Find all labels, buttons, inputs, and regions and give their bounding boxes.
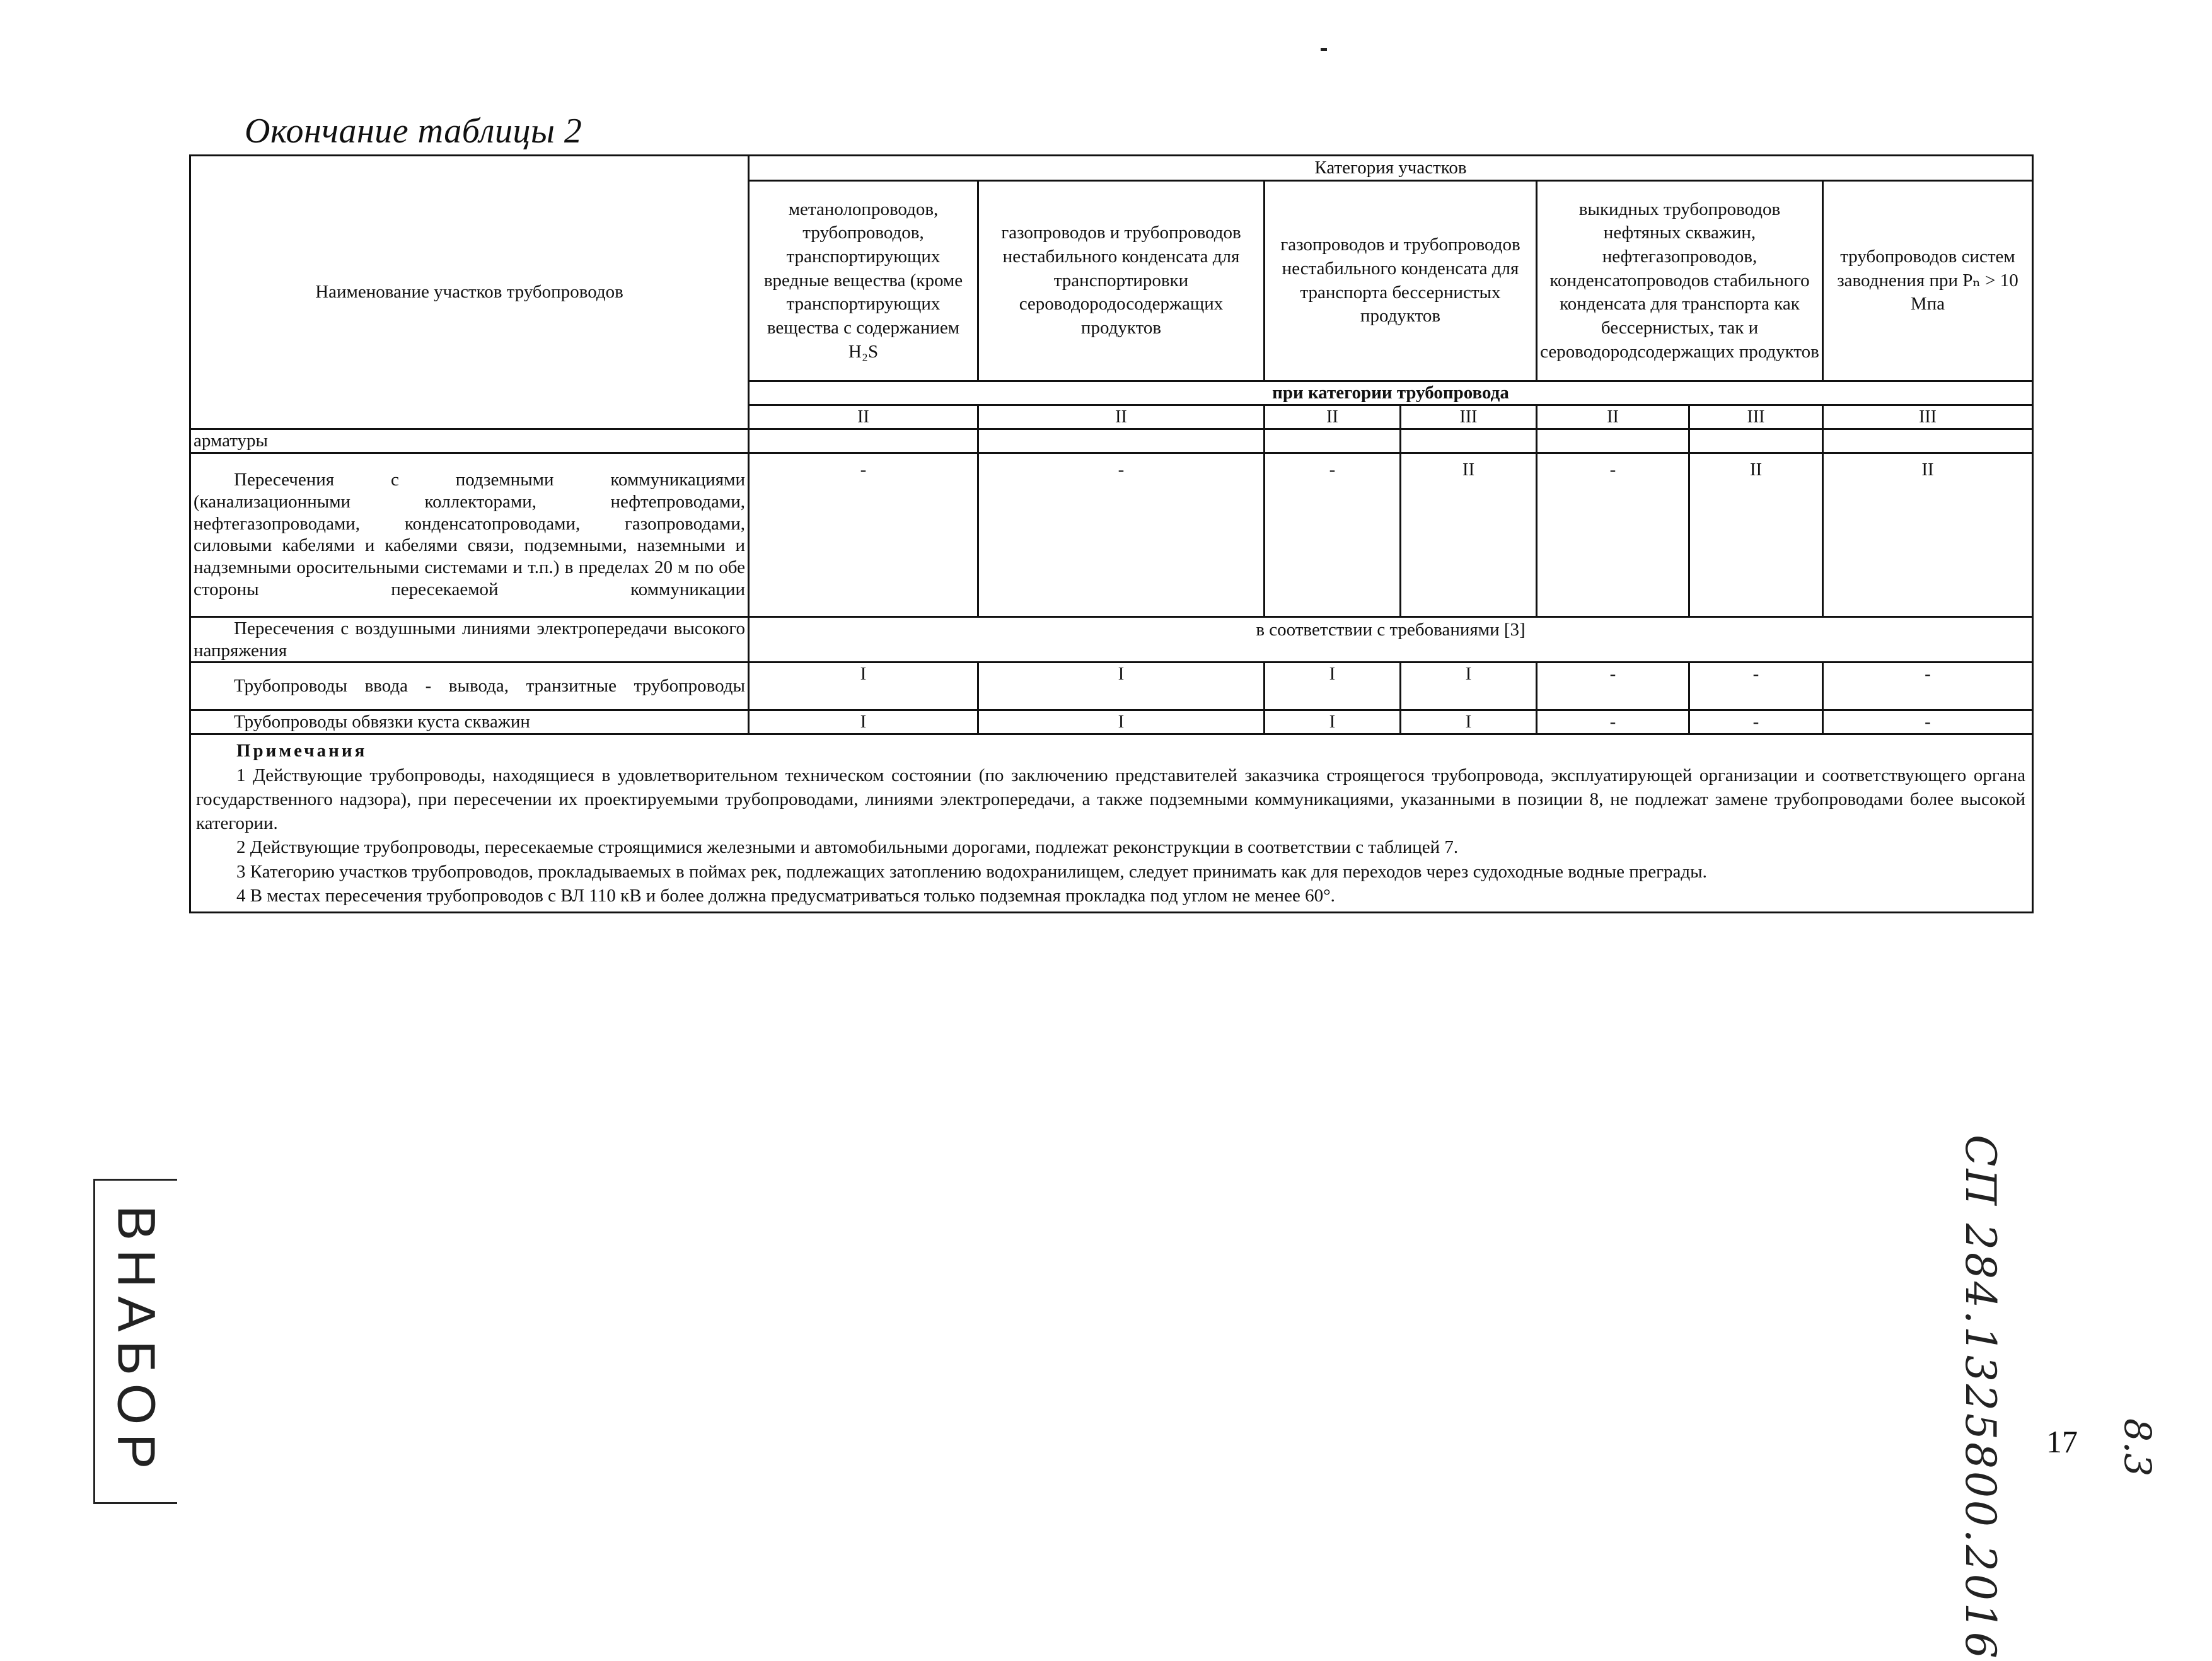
handwritten-mark: 8.3 <box>2116 1418 2159 1477</box>
table-cell: II <box>1401 453 1537 616</box>
roman-numeral: II <box>1537 405 1689 429</box>
table-cell: - <box>1537 453 1689 616</box>
table-cell: - <box>1689 663 1823 710</box>
row-label-underground-crossings: Пересечения с подземными коммуникациями (канализационными коллекторами, нефтепроводами, нефтегазопроводами, конденсатопроводами, газопроводами, силовыми кабелями и кабелями связи, подземными, наземными и надземными оросительными системами и т.п.) в пределах 20 м по обе стороны пересекаемой коммуникации <box>190 453 749 616</box>
roman-numeral: III <box>1823 405 2033 429</box>
table-caption: Окончание таблицы 2 <box>245 112 582 151</box>
row-label-inlet-outlet: Трубопроводы ввода - вывода, транзитные трубопроводы <box>190 663 749 710</box>
note-1: 1 Действующие трубопроводы, находящиеся в удовлетворительном техническом состоянии (по заключению представителей заказчика строящегося трубопровода, эксплуатирующей организации и соответствующего органа государственного надзора), при пересечении их проектируемыми трубопроводами, линиями электропередачи, а также подземными коммуникациями, указанными в позиции 8, не подлежат замене трубопроводами более высокой категории. <box>196 765 2025 834</box>
table-cell: - <box>1537 710 1689 734</box>
row-label-fittings: арматуры <box>190 429 749 453</box>
table-cell: - <box>1823 710 2033 734</box>
roman-numeral: III <box>1401 405 1537 429</box>
table-cell: I <box>1401 663 1537 710</box>
roman-numeral: II <box>1265 405 1401 429</box>
page-number: 17 <box>2046 1424 2078 1459</box>
speck <box>1321 48 1327 51</box>
note-2: 2 Действующие трубопроводы, пересекаемые строящимися железными и автомобильными дорогами, подлежат реконструкции в соответствии с таблицей 7. <box>236 837 1459 858</box>
row-span-requirements: в соответствии с требованиями [3] <box>749 616 2033 663</box>
header-col-oil-flowlines: выкидных трубопроводов нефтяных скважин, нефтегазопроводов, конденсатопроводов стабильного конденсата для транспорта как бессернистых, так и сероводородсодержащих продуктов <box>1537 181 1823 381</box>
roman-numeral: III <box>1689 405 1823 429</box>
header-col-sweet-gas: газопроводов и трубопроводов нестабильного конденсата для транспорта бессернистых продуктов <box>1265 181 1537 381</box>
table-cell: I <box>978 663 1265 710</box>
stamp-text: ВНАБОР <box>107 1205 166 1478</box>
archive-stamp <box>93 1179 177 1504</box>
table-cell: II <box>1823 453 2033 616</box>
note-4: 4 В местах пересечения трубопроводов с ВЛ 110 кВ и более должна предусматриваться только подземная прокладка под углом не менее 60°. <box>236 885 1335 906</box>
header-category: Категория участков <box>749 156 2033 181</box>
table-cell: - <box>1689 710 1823 734</box>
table-cell: - <box>749 453 978 616</box>
header-col-waterflood: трубопроводов систем заводнения при Pₙ > 10 Мпа <box>1823 181 2033 381</box>
row-label-well-cluster: Трубопроводы обвязки куста скважин <box>190 710 749 734</box>
notes-title: Примечания <box>236 741 368 761</box>
table-cell: - <box>1823 663 2033 710</box>
table-cell: I <box>1401 710 1537 734</box>
table-cell: I <box>749 710 978 734</box>
notes-block <box>190 734 2033 913</box>
categories-table <box>189 154 2034 913</box>
table-cell: - <box>1265 453 1401 616</box>
roman-numeral: II <box>749 405 978 429</box>
handwritten-document-code: СП 284.1325800.2016 <box>1956 1135 2005 1661</box>
header-col-sour-gas: газопроводов и трубопроводов нестабильного конденсата для транспортировки сероводородосодержащих продуктов <box>978 181 1265 381</box>
table-cell: - <box>1537 663 1689 710</box>
header-col-methanol: метанолопроводов, трубопроводов, транспортирующих вредные вещества (кроме транспортирующих вещества с содержанием H₂S <box>749 181 978 381</box>
table-cell: - <box>978 453 1265 616</box>
header-name-column: Наименование участков трубопроводов <box>190 156 749 429</box>
note-3: 3 Категорию участков трубопроводов, прокладываемых в поймах рек, подлежащих затоплению водохранилищем, следует принимать как для переходов через судоходные водные преграды. <box>236 861 1707 882</box>
row-label-overhead-lines: Пересечения с воздушными линиями электропередачи высокого напряжения <box>190 616 749 663</box>
table-cell: I <box>1265 663 1401 710</box>
header-pipeline-category: при категории трубопровода <box>749 381 2033 405</box>
table-cell: II <box>1689 453 1823 616</box>
table-cell: I <box>749 663 978 710</box>
roman-numeral: II <box>978 405 1265 429</box>
table-cell: I <box>978 710 1265 734</box>
table-cell: I <box>1265 710 1401 734</box>
